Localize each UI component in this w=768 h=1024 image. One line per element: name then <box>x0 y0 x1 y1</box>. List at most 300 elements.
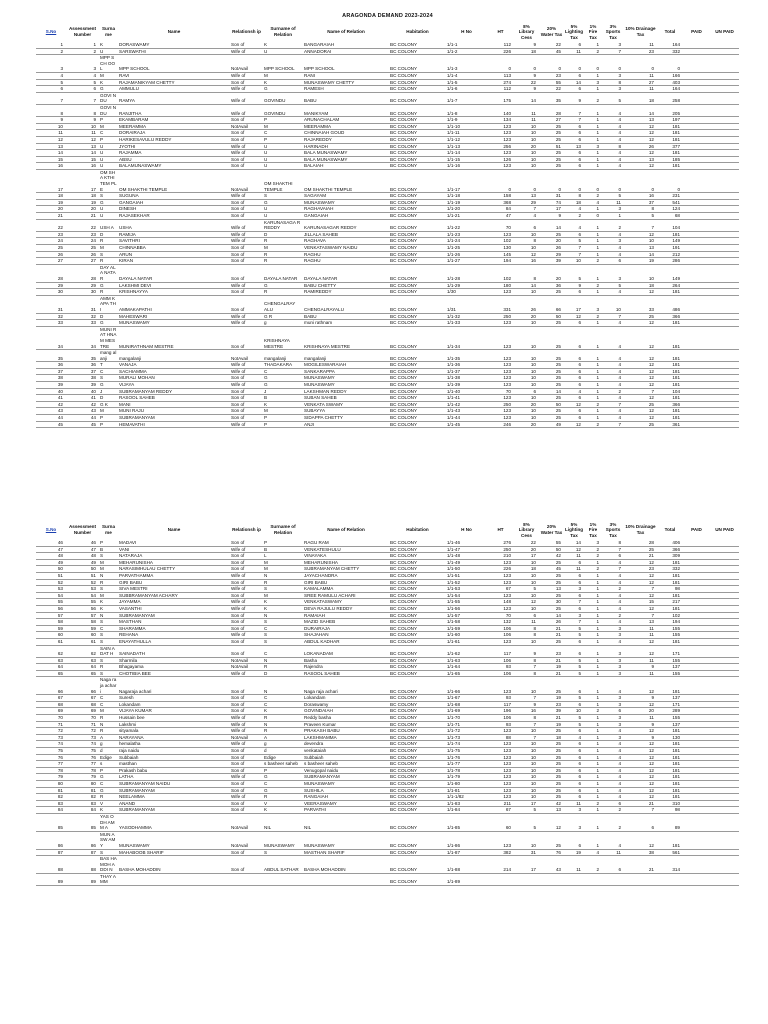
cell-sports-tax: 3 <box>602 701 624 708</box>
cell-sports-tax: 3 <box>602 645 624 657</box>
cell-total: 181 <box>657 150 683 157</box>
cell-name-of-relation: VEERASWAMY <box>303 800 389 807</box>
cell-drainage-tax: 7 <box>624 807 657 814</box>
cell-house-number: 1/1-67 <box>446 695 487 702</box>
cell-fire-tax: 1 <box>584 245 602 252</box>
cell-house-tax: 123 <box>487 163 514 170</box>
cell-drainage-tax: 12 <box>624 375 657 382</box>
cell-house-number: 1/1-59 <box>446 625 487 632</box>
cell-library-cess: 29 <box>514 199 539 206</box>
cell-fire-tax: 1 <box>584 72 602 79</box>
cell-name-of-relation: NIL <box>303 813 389 831</box>
cell-paid <box>683 741 710 748</box>
cell-water-tax: 25 <box>539 326 564 349</box>
cell-lighting-tax: 6 <box>564 572 584 579</box>
cell-name-of-relation: GANGAIAH <box>303 213 389 220</box>
cell-surname-of-relation: M <box>263 408 303 415</box>
cell-house-tax: 67 <box>487 586 514 593</box>
table-row <box>36 395 739 402</box>
cell-name-of-relation: VENKATASWAMY <box>303 599 389 606</box>
cell-paid <box>683 761 710 768</box>
cell-library-cess: 10 <box>514 638 539 645</box>
cell-lighting-tax: 10 <box>564 258 584 265</box>
cell-surname-of-relation: R <box>263 715 303 722</box>
table-row <box>36 415 739 422</box>
cell-surname: U <box>99 143 118 150</box>
cell-surname-of-relation: U <box>263 156 303 163</box>
cell-name-of-relation: SIDAPPA CHETTY <box>303 415 389 422</box>
cell-unpaid <box>710 193 739 200</box>
cell-surname: T <box>99 362 118 369</box>
cell-water-tax: 21 <box>539 625 564 632</box>
cell-library-cess: 8 <box>514 625 539 632</box>
cell-surname: U <box>99 48 118 55</box>
cell-house-number: 1/1-15 <box>446 156 487 163</box>
cell-habitation: BC COLONY <box>389 92 446 104</box>
cell-house-tax: 123 <box>487 794 514 801</box>
cell-drainage-tax: 12 <box>624 150 657 157</box>
cell-assessment-number: 27 <box>66 258 99 265</box>
cell-house-tax: 60 <box>487 813 514 831</box>
cell-unpaid <box>710 831 739 849</box>
cell-surname: U <box>99 163 118 170</box>
cell-house-tax: 123 <box>487 767 514 774</box>
cell-relationship: Wife of <box>230 774 263 781</box>
cell-house-number: 1/1-77 <box>446 761 487 768</box>
cell-sports-tax: 4 <box>602 408 624 415</box>
cell-serial-number: 74 <box>36 741 66 748</box>
cell-library-cess: 10 <box>514 395 539 402</box>
table-row <box>36 625 739 632</box>
cell-drainage-tax: 13 <box>624 117 657 124</box>
cell-habitation: BC COLONY <box>389 592 446 599</box>
cell-name: MANI <box>118 401 230 408</box>
cell-house-tax: 123 <box>487 368 514 375</box>
cell-relationship: Son of <box>230 708 263 715</box>
cell-fire-tax: 1 <box>584 86 602 93</box>
cell-habitation: BC COLONY <box>389 86 446 93</box>
cell-house-tax: 112 <box>487 86 514 93</box>
cell-sports-tax: 6 <box>602 800 624 807</box>
cell-paid <box>683 289 710 296</box>
cell-paid <box>683 313 710 320</box>
cell-surname: M <box>99 559 118 566</box>
cell-lighting-tax: 6 <box>564 728 584 735</box>
cell-house-number: 1/1-83 <box>446 800 487 807</box>
cell-name: AMMAKAPATHI <box>118 295 230 313</box>
cell-surname: M <box>99 566 118 573</box>
cell-habitation: BC COLONY <box>389 251 446 258</box>
cell-serial-number: 82 <box>36 794 66 801</box>
cell-sports-tax: 7 <box>602 313 624 320</box>
cell-name-of-relation: ABDUL KADHAR <box>303 638 389 645</box>
cell-serial-number: 15 <box>36 156 66 163</box>
cell-name: YASODHAMMA <box>118 813 230 831</box>
cell-water-tax: 42 <box>539 800 564 807</box>
cell-name: ABSU <box>118 156 230 163</box>
cell-drainage-tax: 12 <box>624 831 657 849</box>
cell-assessment-number: 88 <box>66 856 99 874</box>
cell-relationship: NotAvail <box>230 813 263 831</box>
cell-surname-of-relation: GOVINDU <box>263 92 303 104</box>
cell-water-tax: 45 <box>539 48 564 55</box>
cell-house-tax: 106 <box>487 715 514 722</box>
cell-sports-tax: 4 <box>602 326 624 349</box>
cell-serial-number: 73 <box>36 734 66 741</box>
cell-relationship: Son of <box>230 553 263 560</box>
cell-serial-number: 44 <box>36 415 66 422</box>
cell-library-cess: 10 <box>514 150 539 157</box>
table-row <box>36 774 739 781</box>
cell-house-tax: 250 <box>487 546 514 553</box>
cell-surname: s <box>99 761 118 768</box>
cell-total: 191 <box>657 245 683 252</box>
cell-relationship: Wife of <box>230 546 263 553</box>
cell-name: sityamala <box>118 728 230 735</box>
header-assessment-number: Assessment Number <box>68 524 97 535</box>
cell-water-tax: 18 <box>539 734 564 741</box>
cell-house-tax: 123 <box>487 741 514 748</box>
cell-serial-number: 3 <box>36 55 66 73</box>
cell-fire-tax: 1 <box>584 150 602 157</box>
cell-house-tax: 102 <box>487 264 514 282</box>
cell-house-number: 1/1-33 <box>446 320 487 327</box>
cell-house-number: 1/1-50 <box>446 566 487 573</box>
cell-drainage-tax: 12 <box>624 748 657 755</box>
cell-house-tax: 211 <box>487 800 514 807</box>
cell-lighting-tax: 6 <box>564 794 584 801</box>
cell-relationship: Son of <box>230 289 263 296</box>
cell-house-number: 1/1-45 <box>446 421 487 428</box>
cell-surname: C <box>99 780 118 787</box>
cell-house-number: 1/1-70 <box>446 715 487 722</box>
cell-assessment-number: 9 <box>66 117 99 124</box>
cell-library-cess: 8 <box>514 657 539 664</box>
cell-relationship: Son of <box>230 408 263 415</box>
cell-drainage-tax: 13 <box>624 619 657 626</box>
cell-serial-number: 72 <box>36 728 66 735</box>
cell-water-tax: 36 <box>539 282 564 289</box>
cell-fire-tax: 2 <box>584 708 602 715</box>
cell-lighting-tax: 6 <box>564 136 584 143</box>
cell-house-tax: 70 <box>487 612 514 619</box>
cell-house-number: 1/1-32 <box>446 313 487 320</box>
cell-name: mangalanji <box>118 350 230 362</box>
cell-assessment-number: 2 <box>66 48 99 55</box>
cell-house-number: 1/1-23 <box>446 231 487 238</box>
table-row <box>36 136 739 143</box>
cell-assessment-number: 57 <box>66 612 99 619</box>
cell-surname-of-relation: G <box>263 382 303 389</box>
cell-water-tax: 22 <box>539 42 564 48</box>
cell-house-tax: 331 <box>487 295 514 313</box>
cell-water-tax: 25 <box>539 163 564 170</box>
cell-drainage-tax: 12 <box>624 163 657 170</box>
cell-water-tax: 39 <box>539 708 564 715</box>
cell-relationship: Son of <box>230 79 263 86</box>
cell-house-number: 1/1-48 <box>446 553 487 560</box>
cell-relationship: Son of <box>230 645 263 657</box>
cell-name: VANI <box>118 546 230 553</box>
cell-house-tax: 246 <box>487 421 514 428</box>
cell-paid <box>683 701 710 708</box>
cell-relationship: Son of <box>230 245 263 252</box>
cell-house-number: 1/1-3 <box>446 55 487 73</box>
cell-drainage-tax: 9 <box>624 721 657 728</box>
cell-house-tax: 88 <box>487 734 514 741</box>
cell-assessment-number: 79 <box>66 774 99 781</box>
cell-habitation: BC COLONY <box>389 421 446 428</box>
cell-drainage-tax: 12 <box>624 767 657 774</box>
cell-sports-tax: 3 <box>602 72 624 79</box>
cell-name: DINESH <box>118 206 230 213</box>
cell-water-tax: 50 <box>539 401 564 408</box>
cell-surname: N <box>99 572 118 579</box>
cell-surname: d <box>99 748 118 755</box>
cell-unpaid <box>710 326 739 349</box>
cell-paid <box>683 421 710 428</box>
cell-paid <box>683 572 710 579</box>
cell-water-tax: 23 <box>539 645 564 657</box>
cell-paid <box>683 282 710 289</box>
cell-surname-of-relation: B <box>263 546 303 553</box>
cell-serial-number: 77 <box>36 761 66 768</box>
cell-name-of-relation: Venugopal naidu <box>303 767 389 774</box>
table-row <box>36 612 739 619</box>
cell-surname: R <box>99 664 118 671</box>
cell-library-cess: 10 <box>514 559 539 566</box>
table-row <box>36 206 739 213</box>
header-surname-of-relation: Surname of Relation <box>270 26 296 37</box>
cell-water-tax: 25 <box>539 774 564 781</box>
cell-relationship: Son of <box>230 264 263 282</box>
cell-relationship: Son of <box>230 677 263 695</box>
cell-total: 149 <box>657 238 683 245</box>
cell-unpaid <box>710 313 739 320</box>
cell-name-of-relation: BABU <box>303 313 389 320</box>
cell-unpaid <box>710 774 739 781</box>
cell-habitation: BC COLONY <box>389 143 446 150</box>
cell-assessment-number: 54 <box>66 592 99 599</box>
cell-house-tax: 123 <box>487 748 514 755</box>
cell-habitation: BC COLONY <box>389 231 446 238</box>
cell-surname: P <box>99 136 118 143</box>
cell-total: 181 <box>657 677 683 695</box>
cell-library-cess: 5 <box>514 813 539 831</box>
cell-total: 181 <box>657 638 683 645</box>
cell-lighting-tax: 3 <box>564 813 584 831</box>
cell-relationship: Wife of <box>230 238 263 245</box>
cell-library-cess: 20 <box>514 313 539 320</box>
cell-drainage-tax: 12 <box>624 123 657 130</box>
cell-drainage-tax: 12 <box>624 774 657 781</box>
cell-house-tax: 123 <box>487 831 514 849</box>
cell-fire-tax: 4 <box>584 199 602 206</box>
cell-relationship: NotAvail <box>230 664 263 671</box>
cell-assessment-number: 30 <box>66 289 99 296</box>
cell-paid <box>683 104 710 116</box>
cell-fire-tax: 2 <box>584 421 602 428</box>
header-house-tax: HT <box>497 29 504 35</box>
cell-surname-of-relation: N <box>263 572 303 579</box>
cell-relationship: Son of <box>230 625 263 632</box>
cell-water-tax: 25 <box>539 579 564 586</box>
cell-library-cess: 9 <box>514 645 539 657</box>
cell-paid <box>683 546 710 553</box>
cell-house-number: 1/1-49 <box>446 559 487 566</box>
cell-relationship: Son of <box>230 701 263 708</box>
cell-surname-of-relation: KRISHNAYA MESTRE <box>263 326 303 349</box>
cell-water-tax: 39 <box>539 258 564 265</box>
cell-drainage-tax: 11 <box>624 72 657 79</box>
cell-house-number: 1/1-47 <box>446 546 487 553</box>
cell-assessment-number: 4 <box>66 72 99 79</box>
cell-unpaid <box>710 670 739 677</box>
table-row <box>36 163 739 170</box>
cell-serial-number: 71 <box>36 721 66 728</box>
cell-unpaid <box>710 592 739 599</box>
cell-surname: MUN ASW AMY <box>99 831 118 849</box>
cell-name: CHOTIBIA BEE <box>118 670 230 677</box>
cell-assessment-number: 1 <box>66 42 99 48</box>
cell-surname: G <box>99 199 118 206</box>
cell-serial-number: 11 <box>36 130 66 137</box>
cell-surname: YAS ODH AMM A <box>99 813 118 831</box>
cell-paid <box>683 362 710 369</box>
cell-serial-number: 57 <box>36 612 66 619</box>
cell-surname-of-relation: K <box>263 708 303 715</box>
cell-unpaid <box>710 104 739 116</box>
cell-library-cess: 14 <box>514 282 539 289</box>
cell-paid <box>683 123 710 130</box>
cell-house-number: 1/1-11 <box>446 130 487 137</box>
header-water-tax: 20% Water Tax <box>540 26 563 37</box>
cell-drainage-tax: 12 <box>624 559 657 566</box>
cell-house-tax: 123 <box>487 375 514 382</box>
cell-name: SUBRAMANYAM <box>118 612 230 619</box>
cell-total: 68 <box>657 213 683 220</box>
cell-habitation: BC COLONY <box>389 540 446 546</box>
table-row <box>36 754 739 761</box>
cell-lighting-tax: 6 <box>564 787 584 794</box>
cell-library-cess: 10 <box>514 677 539 695</box>
cell-surname-of-relation: C <box>263 130 303 137</box>
cell-house-number: 1/1-80 <box>446 780 487 787</box>
cell-surname-of-relation: R <box>263 238 303 245</box>
cell-drainage-tax: 5 <box>624 213 657 220</box>
header-house-number: H No <box>461 527 472 533</box>
cell-name: MURALI MOHAN <box>118 375 230 382</box>
cell-unpaid <box>710 289 739 296</box>
cell-library-cess: 31 <box>514 849 539 856</box>
cell-house-number: 1/1-27 <box>446 258 487 265</box>
cell-surname-of-relation: G <box>263 375 303 382</box>
cell-unpaid <box>710 748 739 755</box>
cell-name-of-relation: LAKSHMAN REDDY <box>303 388 389 395</box>
cell-total: 181 <box>657 761 683 768</box>
cell-serial-number: 40 <box>36 388 66 395</box>
cell-fire-tax: 4 <box>584 849 602 856</box>
cell-water-tax: 26 <box>539 619 564 626</box>
cell-water-tax: 17 <box>539 206 564 213</box>
cell-drainage-tax: 26 <box>624 143 657 150</box>
cell-lighting-tax: 6 <box>564 289 584 296</box>
cell-water-tax: 25 <box>539 748 564 755</box>
cell-name-of-relation: Subbaiah <box>303 754 389 761</box>
cell-habitation: BC COLONY <box>389 586 446 593</box>
table-row <box>36 605 739 612</box>
cell-paid <box>683 670 710 677</box>
cell-total: 181 <box>657 408 683 415</box>
cell-surname-of-relation: L <box>263 553 303 560</box>
cell-surname-of-relation: MPP SCHOOL <box>263 55 303 73</box>
cell-relationship: Son of <box>230 42 263 48</box>
cell-house-tax: 123 <box>487 289 514 296</box>
cell-house-number: 1/1-26 <box>446 251 487 258</box>
cell-total: 185 <box>657 156 683 163</box>
cell-relationship: NotAvail <box>230 123 263 130</box>
cell-unpaid <box>710 163 739 170</box>
cell-unpaid <box>710 856 739 874</box>
cell-drainage-tax: 25 <box>624 421 657 428</box>
cell-relationship: Wife of <box>230 794 263 801</box>
cell-lighting-tax: 9 <box>564 282 584 289</box>
cell-drainage-tax: 12 <box>624 579 657 586</box>
table-row <box>36 748 739 755</box>
cell-sports-tax: 2 <box>602 813 624 831</box>
cell-surname: P <box>99 421 118 428</box>
cell-name: RAJASEKHAR <box>118 213 230 220</box>
cell-habitation: BC COLONY <box>389 368 446 375</box>
cell-house-number: 1/1-89 <box>446 873 487 885</box>
cell-relationship: Son of <box>230 780 263 787</box>
cell-library-cess: 10 <box>514 794 539 801</box>
cell-house-tax: 274 <box>487 79 514 86</box>
cell-drainage-tax: 23 <box>624 48 657 55</box>
cell-fire-tax: 1 <box>584 264 602 282</box>
cell-surname-of-relation: M <box>263 566 303 573</box>
cell-fire-tax: 1 <box>584 728 602 735</box>
cell-water-tax: 23 <box>539 701 564 708</box>
cell-name: SUGUNA <box>118 193 230 200</box>
cell-surname-of-relation: G <box>263 86 303 93</box>
cell-water-tax: 50 <box>539 546 564 553</box>
cell-name: SUBRAMANYAM <box>118 807 230 814</box>
table-row <box>36 695 739 702</box>
cell-surname: THAY AMM <box>99 873 118 885</box>
cell-surname-of-relation: S <box>263 193 303 200</box>
cell-surname: J <box>99 388 118 395</box>
cell-water-tax: 29 <box>539 251 564 258</box>
table-row <box>36 408 739 415</box>
cell-relationship: NotAvail <box>230 831 263 849</box>
cell-house-tax: 123 <box>487 579 514 586</box>
cell-surname-of-relation: K <box>263 605 303 612</box>
cell-name: VANAJA <box>118 362 230 369</box>
cell-drainage-tax: 33 <box>624 295 657 313</box>
cell-serial-number: 1 <box>36 42 66 48</box>
cell-library-cess: 10 <box>514 289 539 296</box>
cell-lighting-tax: 4 <box>564 734 584 741</box>
cell-lighting-tax: 4 <box>564 219 584 231</box>
cell-house-number: 1/1-36 <box>446 362 487 369</box>
cell-lighting-tax: 6 <box>564 605 584 612</box>
cell-habitation: BC COLONY <box>389 800 446 807</box>
cell-sports-tax: 3 <box>602 632 624 639</box>
cell-unpaid <box>710 219 739 231</box>
cell-water-tax: 25 <box>539 592 564 599</box>
cell-serial-number: 60 <box>36 632 66 639</box>
